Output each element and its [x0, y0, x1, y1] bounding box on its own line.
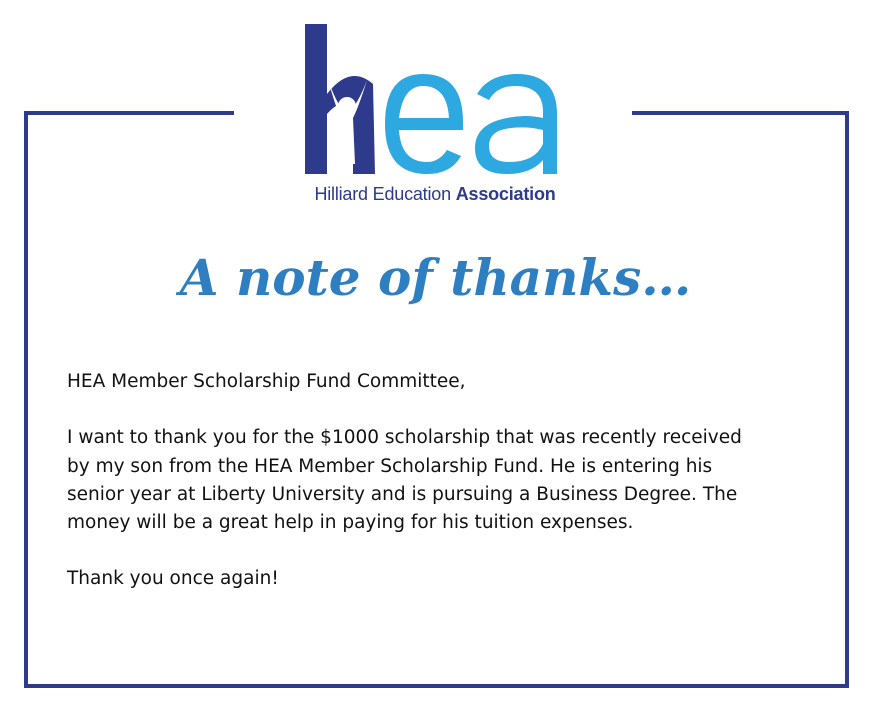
- letter-line: by my son from the HEA Member Scholarship Fund. He is entering his: [67, 455, 713, 477]
- hea-logo: [295, 14, 575, 214]
- page-title: A note of thanks…: [179, 248, 692, 307]
- frame-right: [845, 111, 849, 688]
- frame-left: [24, 111, 28, 688]
- frame-bottom: [24, 684, 849, 688]
- letter-line: senior year at Liberty University and is pursuing a Business Degree. The: [67, 483, 738, 505]
- logo-caption: [295, 184, 575, 205]
- logo-caption-association: Association: [455, 184, 556, 204]
- letter-line: money will be a great help in paying for his tuition expenses.: [67, 512, 634, 534]
- hea-logo-mark: [295, 14, 575, 184]
- frame-top-left: [24, 111, 234, 115]
- letter-body: [67, 368, 807, 594]
- letter-line: I want to thank you for the $1000 scholarship that was recently received: [67, 427, 742, 449]
- letter-salutation: HEA Member Scholarship Fund Committee,: [67, 371, 466, 392]
- logo-caption-hilliard-education: Hilliard Education: [314, 184, 456, 204]
- letter-closing: Thank you once again!: [67, 568, 279, 590]
- frame-top-right: [632, 111, 849, 115]
